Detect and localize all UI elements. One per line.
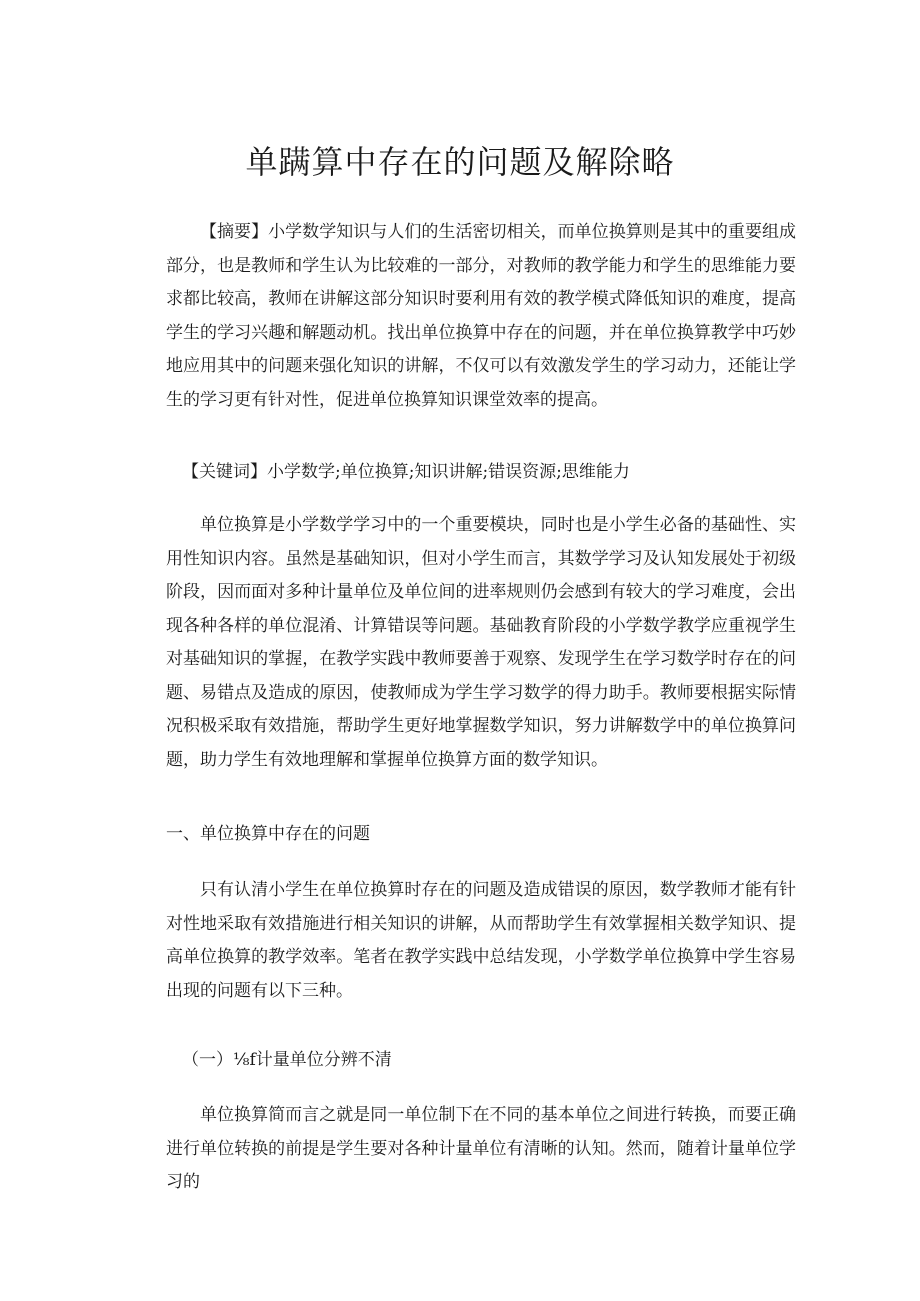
keywords-paragraph	[182, 456, 796, 490]
intro-paragraph: 单位换算是小学数学学习中的一个重要模块，同时也是小学生必备的基础性、实用性知识内容。虽然是基础知识，但对小学生而言，其数学学习及认知发展处于初级阶段，因而面对多种计量单位及单位间的进率规则仍会感到有较大的学习难度，会出现各种各样的单位混淆、计算错误等问题。基础教育阶段的小学数学教学应重视学生对基础知识的掌握，在教学实践中教师要善于观察、发现学生在学习数学时存在的问题、易错点及造成的原因，使教师成为学生学习数学的得力助手。教师要根据实际情况积极采取有效措施，帮助学生更好地掌握数学知识，努力讲解数学中的单位换算问题，助力学生有效地理解和掌握单位换算方面的数学知识。	[166, 515, 796, 770]
subsection-heading: （一）⅛f计量单位分辨不清	[182, 1050, 392, 1070]
abstract-text: 小学数学知识与人们的生活密切相关，而单位换算则是其中的重要组成部分，也是教师和学生认为比较难的一部分，对教师的教学能力和学生的思维能力要求都比较高，教师在讲解这部分知识时要利用有效的教学模式降低知识的难度，提高学生的学习兴趣和解题动机。找出单位换算中存在的问题，并在单位换算教学中巧妙地应用其中的问题来强化知识的讲解，不仅可以有效激发学生的学习动力，还能让学生的学习更有针对性，促进单位换算知识课堂效率的提高。	[166, 222, 797, 410]
section-paragraph: 只有认清小学生在单位换算时存在的问题及造成错误的原因，数学教师才能有针对性地采取有效措施进行相关知识的讲解，从而帮助学生有效掌握相关数学知识、提高单位换算的教学效率。笔者在教学实践中总结发现，小学数学单位换算中学生容易出现的问题有以下三种。	[166, 880, 796, 1001]
keywords-label: 【关键词】	[182, 462, 267, 482]
section-heading: 一、单位换算中存在的问题	[166, 824, 370, 844]
subsection-paragraph: 单位换算简而言之就是同一单位制下在不同的基本单位之间进行转换，而要正确进行单位转换的前提是学生要对各种计量单位有清晰的认知。然而，随着计量单位学习的	[166, 1105, 796, 1192]
abstract-label: 【摘要】	[200, 222, 269, 242]
keywords-text: 小学数学;单位换算;知识讲解;错误资源;思维能力	[267, 462, 630, 482]
abstract-paragraph	[166, 216, 796, 417]
document-title: 单蹒算中存在的问题及解除略	[245, 143, 675, 181]
